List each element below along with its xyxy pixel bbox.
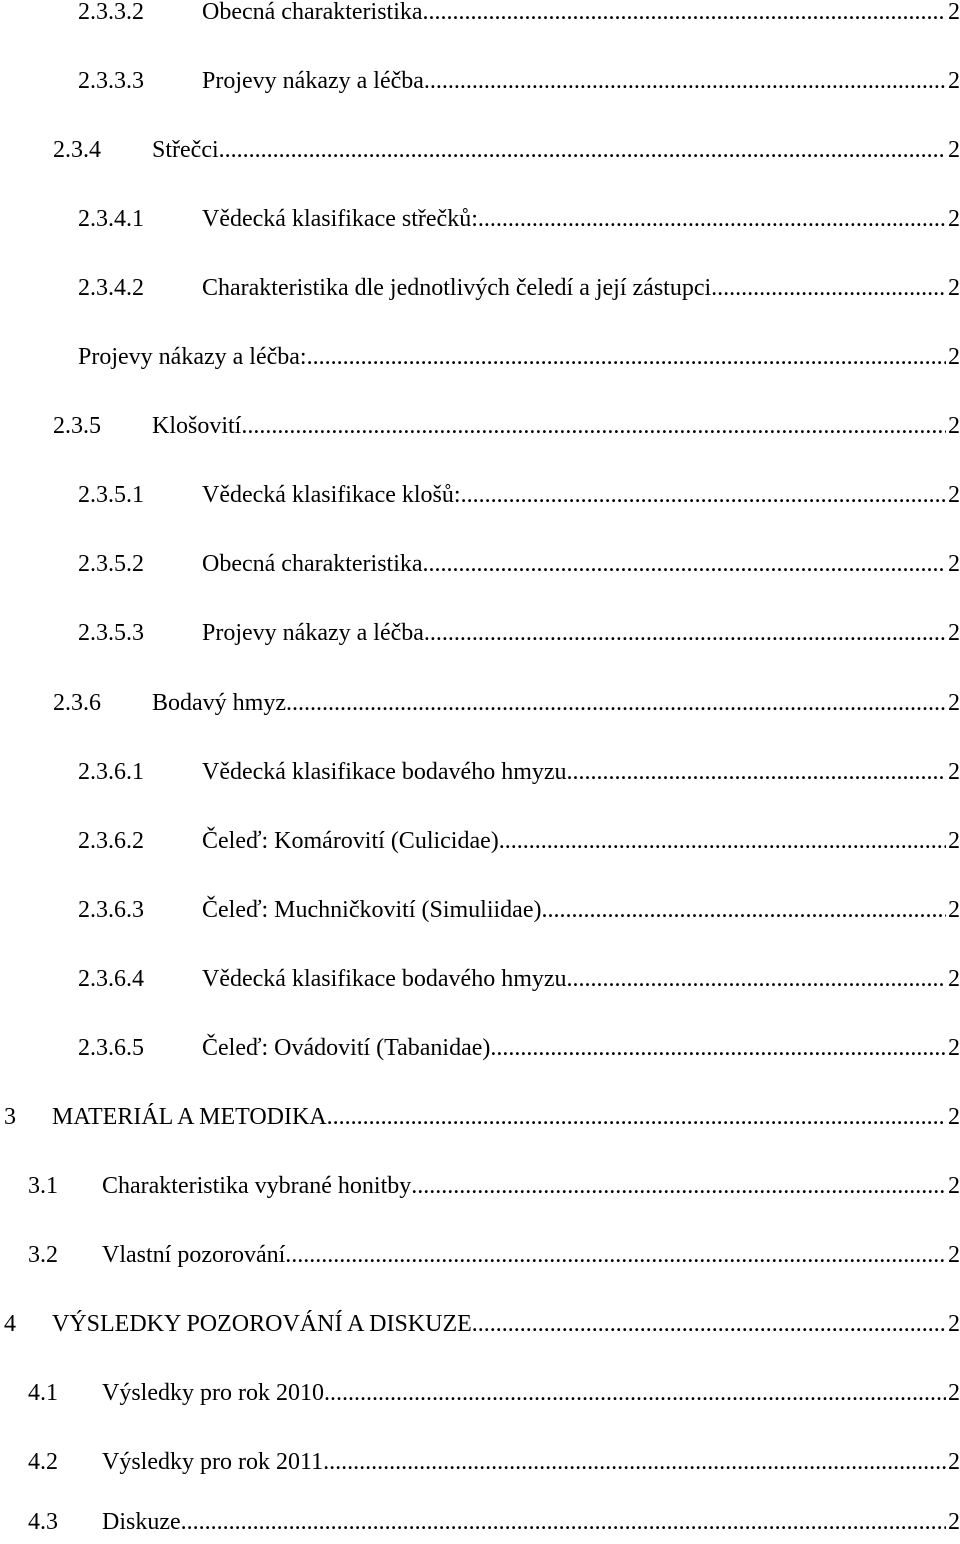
toc-entry-4[interactable] bbox=[4, 1306, 960, 1342]
toc-entry-page: 2 bbox=[948, 1242, 960, 1268]
toc-entry-number: 2.3.5.2 bbox=[78, 551, 144, 577]
toc-dot-leader bbox=[323, 1444, 946, 1480]
toc-entry-number: 2.3.6.5 bbox=[78, 1035, 144, 1061]
toc-entry-page: 2 bbox=[948, 137, 960, 163]
toc-dot-leader bbox=[424, 63, 946, 99]
toc-entry-title: Obecná charakteristika bbox=[202, 0, 423, 25]
toc-dot-leader bbox=[241, 408, 946, 444]
toc-entry-title: Čeleď: Komárovití (Culicidae) bbox=[202, 828, 499, 854]
toc-entry-2-3-6-1[interactable] bbox=[78, 754, 960, 790]
toc-entry-2-3-4-1[interactable] bbox=[78, 201, 960, 237]
toc-dot-leader bbox=[424, 615, 946, 651]
toc-entry-page: 2 bbox=[948, 620, 960, 646]
toc-entry-number: 2.3.4.2 bbox=[78, 275, 144, 301]
toc-entry-number: 2.3.6 bbox=[53, 690, 101, 716]
toc-dot-leader bbox=[490, 1030, 946, 1066]
toc-entry-number: 2.3.6.2 bbox=[78, 828, 144, 854]
toc-entry-page: 2 bbox=[948, 1380, 960, 1406]
toc-entry-title: Vlastní pozorování bbox=[102, 1242, 286, 1268]
toc-entry-2-3-5-1[interactable] bbox=[78, 477, 960, 513]
toc-entry-title: Projevy nákazy a léčba bbox=[202, 68, 424, 94]
toc-entry-title: Vědecká klasifikace bodavého hmyzu bbox=[202, 759, 567, 785]
toc-entry-title: Projevy nákazy a léčba: bbox=[78, 344, 307, 370]
toc-entry-number: 3 bbox=[4, 1104, 16, 1130]
toc-entry-number: 4 bbox=[4, 1311, 16, 1337]
toc-entry-2-3-5[interactable] bbox=[53, 408, 960, 444]
toc-dot-leader bbox=[423, 546, 946, 582]
toc-entry-2-3-4-2[interactable] bbox=[78, 270, 960, 306]
toc-entry-page: 2 bbox=[948, 1035, 960, 1061]
toc-entry-page: 2 bbox=[948, 551, 960, 577]
toc-entry-title: Klošovití bbox=[152, 413, 242, 439]
toc-entry-page: 2 bbox=[948, 68, 960, 94]
toc-entry-4-2[interactable] bbox=[28, 1444, 960, 1480]
toc-entry-number: 2.3.4.1 bbox=[78, 206, 144, 232]
toc-dot-leader bbox=[478, 201, 946, 237]
toc-entry-4-1[interactable] bbox=[28, 1375, 960, 1411]
toc-dot-leader bbox=[286, 685, 946, 721]
toc-entry-title: Projevy nákazy a léčba bbox=[202, 620, 424, 646]
toc-entry-title: MATERIÁL A METODIKA bbox=[52, 1104, 327, 1130]
toc-entry-number: 2.3.3.2 bbox=[78, 0, 144, 25]
toc-entry-title: Střečci bbox=[152, 137, 219, 163]
toc-entry-number: 4.2 bbox=[28, 1449, 58, 1475]
toc-dot-leader bbox=[327, 1099, 946, 1135]
toc-entry-title: Charakteristika dle jednotlivých čeledí a její zástupci bbox=[202, 275, 712, 301]
toc-entry-2-3-6-3[interactable] bbox=[78, 892, 960, 928]
toc-entry-title: Výsledky pro rok 2010 bbox=[102, 1380, 324, 1406]
toc-entry-2-3-6-5[interactable] bbox=[78, 1030, 960, 1066]
toc-dot-leader bbox=[567, 961, 946, 997]
toc-entry-page: 2 bbox=[948, 897, 960, 923]
toc-entry-3-2[interactable] bbox=[28, 1237, 960, 1273]
toc-entry-page: 2 bbox=[948, 690, 960, 716]
toc-entry-number: 2.3.3.3 bbox=[78, 68, 144, 94]
toc-entry-2-3-3-2[interactable] bbox=[78, 0, 960, 30]
toc-dot-leader bbox=[324, 1375, 946, 1411]
toc-dot-leader bbox=[499, 823, 946, 859]
toc-dot-leader bbox=[181, 1504, 946, 1540]
toc-entry-3[interactable] bbox=[4, 1099, 960, 1135]
toc-entry-title: VÝSLEDKY POZOROVÁNÍ A DISKUZE bbox=[52, 1311, 472, 1337]
toc-dot-leader bbox=[461, 477, 946, 513]
toc-dot-leader bbox=[541, 892, 946, 928]
toc-entry-page: 2 bbox=[948, 1509, 960, 1535]
toc-dot-leader bbox=[285, 1237, 946, 1273]
toc-entry-number: 2.3.4 bbox=[53, 137, 101, 163]
toc-entry-number: 2.3.6.3 bbox=[78, 897, 144, 923]
toc-entry-page: 2 bbox=[948, 1173, 960, 1199]
toc-entry-title: Výsledky pro rok 2011 bbox=[102, 1449, 324, 1475]
toc-entry-number: 3.1 bbox=[28, 1173, 58, 1199]
toc-entry-projevy-nakazy[interactable] bbox=[78, 339, 960, 375]
toc-entry-2-3-4[interactable] bbox=[53, 132, 960, 168]
toc-entry-title: Charakteristika vybrané honitby bbox=[102, 1173, 412, 1199]
toc-entry-3-1[interactable] bbox=[28, 1168, 960, 1204]
toc-entry-page: 2 bbox=[948, 206, 960, 232]
toc-entry-2-3-5-2[interactable] bbox=[78, 546, 960, 582]
toc-entry-number: 2.3.5.3 bbox=[78, 620, 144, 646]
toc-entry-page: 2 bbox=[948, 828, 960, 854]
toc-entry-number: 2.3.5 bbox=[53, 413, 101, 439]
toc-entry-title: Vědecká klasifikace klošů: bbox=[202, 482, 461, 508]
toc-entry-number: 4.1 bbox=[28, 1380, 58, 1406]
toc-entry-page: 2 bbox=[948, 275, 960, 301]
toc-dot-leader bbox=[567, 754, 946, 790]
toc-entry-2-3-5-3[interactable] bbox=[78, 615, 960, 651]
toc-entry-number: 4.3 bbox=[28, 1509, 58, 1535]
toc-entry-2-3-6-4[interactable] bbox=[78, 961, 960, 997]
toc-dot-leader bbox=[411, 1168, 946, 1204]
toc-entry-title: Diskuze bbox=[102, 1509, 181, 1535]
toc-entry-page: 2 bbox=[948, 344, 960, 370]
toc-entry-title: Čeleď: Muchničkovití (Simuliidae) bbox=[202, 897, 542, 923]
toc-entry-title: Vědecká klasifikace bodavého hmyzu bbox=[202, 966, 567, 992]
toc-entry-title: Čeleď: Ovádovití (Tabanidae) bbox=[202, 1035, 491, 1061]
toc-entry-page: 2 bbox=[948, 1104, 960, 1130]
toc-dot-leader bbox=[307, 339, 946, 375]
toc-entry-4-3[interactable] bbox=[28, 1504, 960, 1540]
toc-entry-2-3-6[interactable] bbox=[53, 685, 960, 721]
toc-dot-leader bbox=[711, 270, 946, 306]
toc-entry-2-3-3-3[interactable] bbox=[78, 63, 960, 99]
toc-dot-leader bbox=[423, 0, 946, 30]
toc-entry-title: Vědecká klasifikace střečků: bbox=[202, 206, 478, 232]
toc-entry-page: 2 bbox=[948, 413, 960, 439]
toc-entry-page: 2 bbox=[948, 759, 960, 785]
toc-entry-page: 2 bbox=[948, 1449, 960, 1475]
toc-entry-2-3-6-2[interactable] bbox=[78, 823, 960, 859]
toc-entry-number: 3.2 bbox=[28, 1242, 58, 1268]
toc-entry-page: 2 bbox=[948, 0, 960, 25]
toc-entry-title: Obecná charakteristika bbox=[202, 551, 423, 577]
toc-entry-number: 2.3.5.1 bbox=[78, 482, 144, 508]
toc-dot-leader bbox=[472, 1306, 946, 1342]
toc-entry-page: 2 bbox=[948, 966, 960, 992]
toc-entry-page: 2 bbox=[948, 1311, 960, 1337]
toc-dot-leader bbox=[219, 132, 946, 168]
toc-entry-number: 2.3.6.1 bbox=[78, 759, 144, 785]
toc-entry-title: Bodavý hmyz bbox=[152, 690, 286, 716]
toc-entry-number: 2.3.6.4 bbox=[78, 966, 144, 992]
toc-entry-page: 2 bbox=[948, 482, 960, 508]
